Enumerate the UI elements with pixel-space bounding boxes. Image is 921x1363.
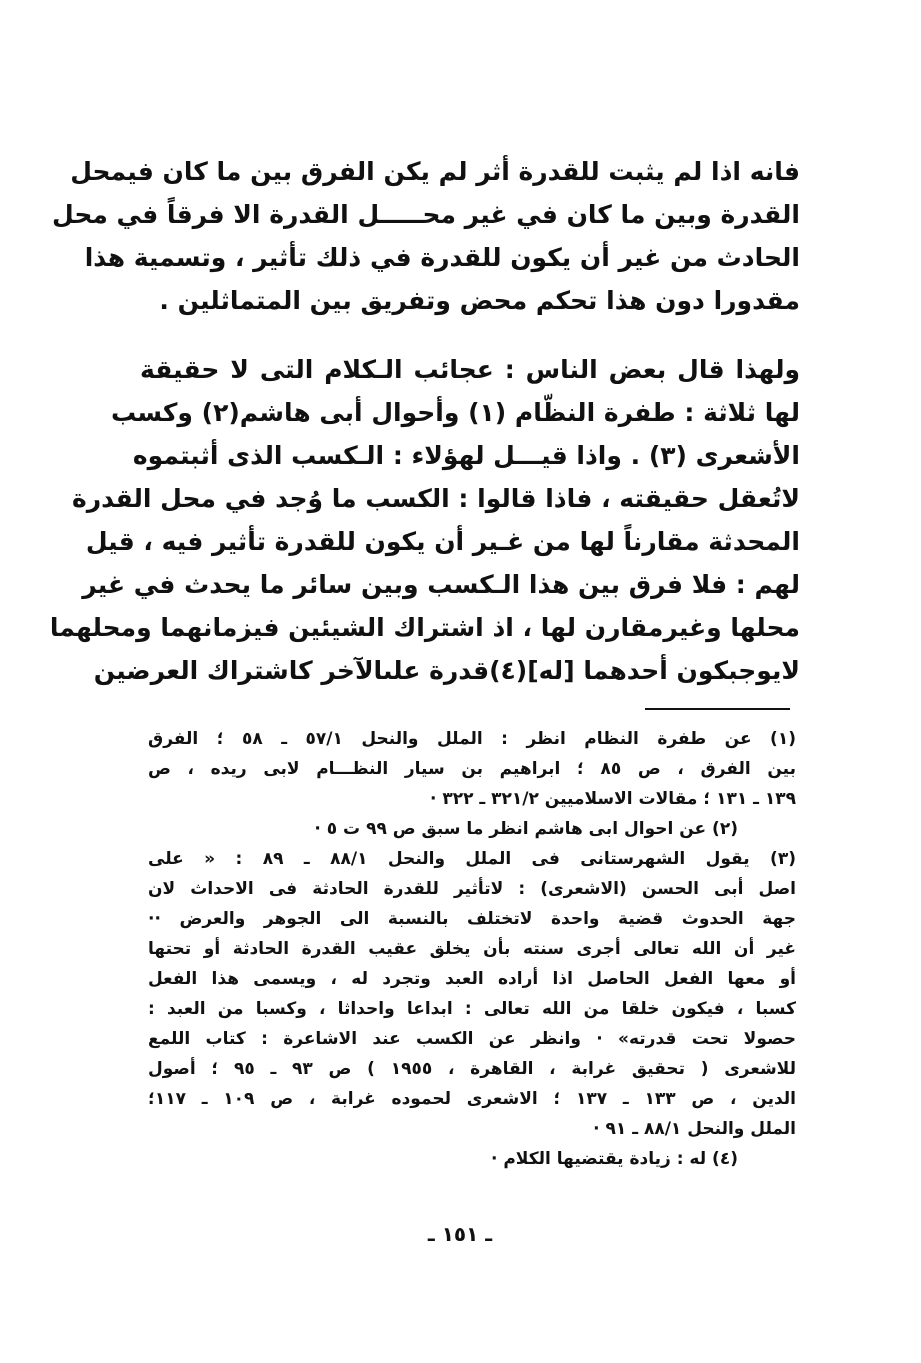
text-line: مقدورا دون هذا تحكم محض وتفريق بين المتماثلين . xyxy=(159,286,800,315)
text-line: لهم : فلا فرق بين هذا الـكسب وبين سائر ما يحدث في غير xyxy=(82,570,800,599)
page-number: ـ ١٥١ ـ xyxy=(427,1222,493,1246)
footnote-2 xyxy=(148,814,796,844)
footnote-line: للاشعرى ( تحقيق غرابة ، القاهرة ، ١٩٥٥ ) ص ٩٣ ـ ٩٥ ؛ أصول xyxy=(148,1059,796,1079)
paragraph-2 xyxy=(49,348,800,692)
text-line: لايوجبكون أحدهما [له](٤)قدرة علىالآخر كاشتراك العرضين xyxy=(93,656,800,685)
footnote-separator xyxy=(645,708,790,710)
text-line: لها ثلاثة : طفرة النظّام (١) وأحوال أبى هاشم(٢) وكسب xyxy=(110,398,800,427)
footnote-line: أو معها الفعل الحاصل اذا أراده العبد وتجرد له ، ويسمى هذا الفعل xyxy=(148,969,796,989)
paragraph-gap xyxy=(140,322,800,348)
text-line: القدرة وبين ما كان في غير محـــــل القدرة الا فرقاً في محل xyxy=(52,200,800,229)
footnote-1 xyxy=(148,724,796,814)
footnote-line: اصل أبى الحسن (الاشعرى) : لاتأثير للقدرة الحادثة فى الاحداث لان xyxy=(148,879,796,899)
footnote-line: كسبا ، فيكون خلقا من الله تعالى : ابداعا واحداثا ، وكسبا من العبد : xyxy=(148,999,796,1019)
main-text xyxy=(49,150,800,692)
text-line: المحدثة مقارناً لها من غـير أن يكون للقدرة تأثير فيه ، قيل xyxy=(85,527,800,556)
footnotes xyxy=(148,724,796,1174)
text-line: فانه اذا لم يثبت للقدرة أثر لم يكن الفرق بين ما كان فيمحل xyxy=(70,157,800,186)
text-line: الأشعرى (٣) . واذا قيـــل لهؤلاء : الـكسب الذى أثبتموه xyxy=(132,441,800,470)
footnote-line: بين الفرق ، ص ٨٥ ؛ ابراهيم بن سيار النظـــام لابى ريده ، ص xyxy=(148,759,797,779)
footnote-line: غير أن الله تعالى أجرى سنته بأن يخلق عقيب القدرة الحادثة أو تحتها xyxy=(148,939,796,959)
footnote-line: (٢) عن احوال ابى هاشم انظر ما سبق ص ٩٩ ت ٥ · xyxy=(314,819,738,839)
footnote-line: (٤) له : زيادة يقتضيها الكلام · xyxy=(490,1149,738,1169)
footnote-line: جهة الحدوث قضية واحدة لاتختلف بالنسبة الى الجوهر والعرض ·· xyxy=(148,909,796,929)
footnote-line: حصولا تحت قدرته» · وانظر عن الكسب عند الاشاعرة : كتاب اللمع xyxy=(148,1029,796,1049)
footnote-4 xyxy=(148,1144,796,1174)
text-line: محلها وغيرمقارن لها ، اذ اشتراك الشيئين فيزمانهما ومحلهما xyxy=(49,613,800,642)
footnote-line: الدين ، ص ١٣٣ ـ ١٣٧ ؛ الاشعرى لحموده غرابة ، ص ١٠٩ ـ ١١٧؛ xyxy=(148,1089,796,1109)
footnote-line: الملل والنحل ٨٨/١ ـ ٩١ · xyxy=(593,1119,796,1139)
footnote-line: ١٣٩ ـ ١٣١ ؛ مقالات الاسلاميين ٣٢١/٢ ـ ٣٢٢ · xyxy=(429,789,796,809)
footnote-line: (٣) يقول الشهرستانى فى الملل والنحل ٨٨/١ ـ ٨٩ : « على xyxy=(148,849,796,869)
footnote-line: (١) عن طفرة النظام انظر : الملل والنحل ٥٧/١ ـ ٥٨ ؛ الفرق xyxy=(148,729,796,749)
paragraph-1 xyxy=(52,150,800,322)
text-line: الحادث من غير أن يكون للقدرة في ذلك تأثير ، وتسمية هذا xyxy=(84,243,800,272)
footnote-3 xyxy=(148,844,796,1144)
text-line: ولهذا قال بعض الناس : عجائب الـكلام التى لا حقيقة xyxy=(140,355,800,384)
text-line: لاتُعقل حقيقته ، فاذا قالوا : الكسب ما وُجد في محل القدرة xyxy=(71,484,800,513)
